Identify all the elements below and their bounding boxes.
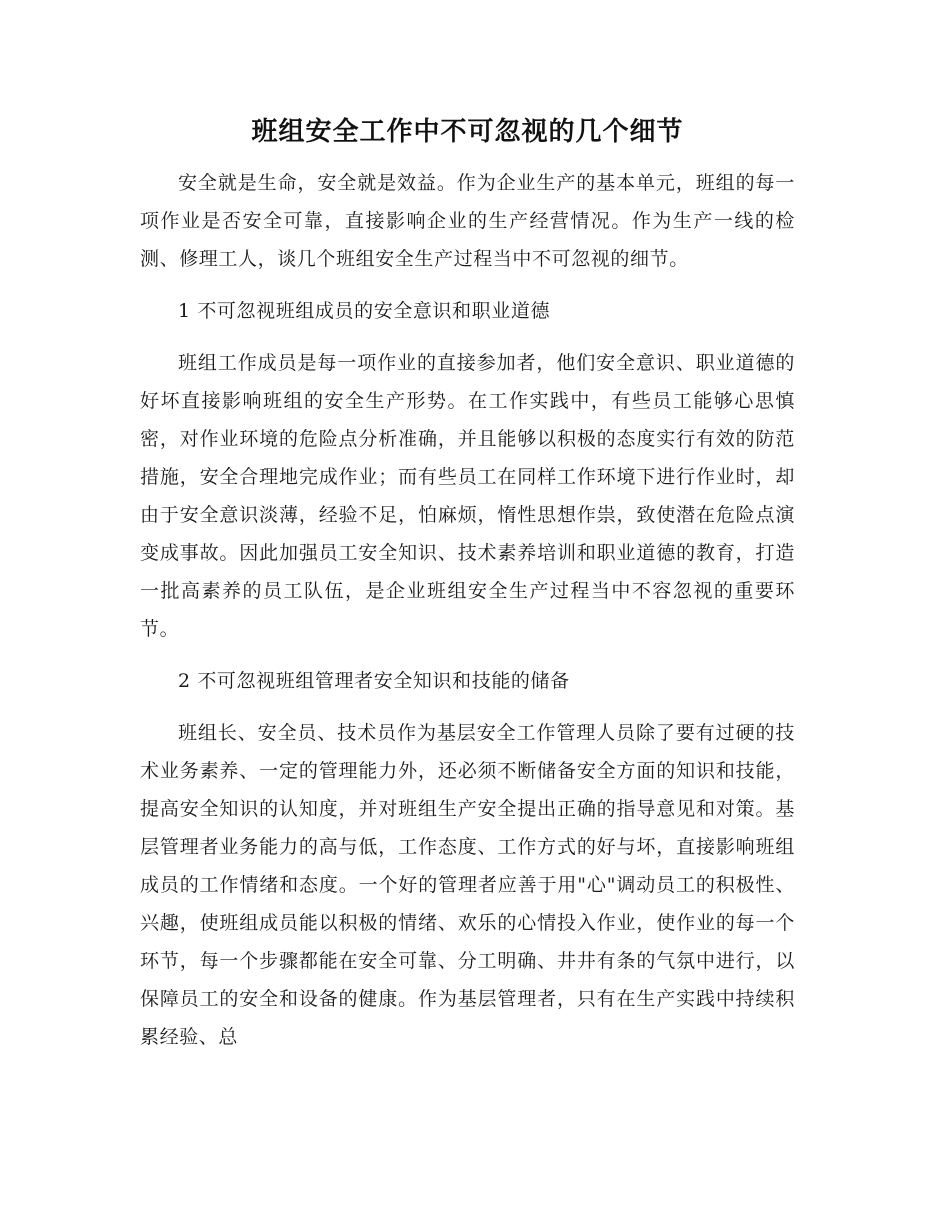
intro-paragraph: 安全就是生命，安全就是效益。作为企业生产的基本单元，班组的每一项作业是否安全可靠，直接影响企业的生产经营情况。作为生产一线的检测、修理工人，谈几个班组安全生产过程当中不可忽视的细节。 [140, 172, 795, 270]
section-2-heading: 2 不可忽视班组管理者安全知识和技能的储备 [178, 670, 570, 692]
section-1-heading: 1 不可忽视班组成员的安全意识和职业道德 [178, 300, 551, 322]
section-2-paragraph: 班组长、安全员、技术员作为基层安全工作管理人员除了要有过硬的技术业务素养、一定的管理能力外，还必须不断储备安全方面的知识和技能，提高安全知识的认知度，并对班组生产安全提出正确的指导意见和对策。基层管理者业务能力的高与低，工作态度、工作方式的好与坏，直接影响班组成员的工作情绪和态度。一个好的管理者应善于用"心"调动员工的积极性、兴趣，使班组成员能以积极的情绪、欢乐的心情投入作业，使作业的每一个环节，每一个步骤都能在安全可靠、分工明确、井井有条的气氛中进行，以保障员工的安全和设备的健康。作为基层管理者，只有在生产实践中持续积累经验、总 [140, 722, 795, 1048]
section-1-paragraph: 班组工作成员是每一项作业的直接参加者，他们安全意识、职业道德的好坏直接影响班组的安全生产形势。在工作实践中，有些员工能够心思慎密，对作业环境的危险点分析准确，并且能够以积极的态度实行有效的防范措施，安全合理地完成作业；而有些员工在同样工作环境下进行作业时，却由于安全意识淡薄，经验不足，怕麻烦，惰性思想作祟，致使潜在危险点演变成事故。因此加强员工安全知识、技术素养培训和职业道德的教育，打造一批高素养的员工队伍，是企业班组安全生产过程当中不容忽视的重要环节。 [140, 352, 795, 640]
document-page [140, 108, 795, 1056]
document-title: 班组安全工作中不可忽视的几个细节 [251, 117, 684, 147]
